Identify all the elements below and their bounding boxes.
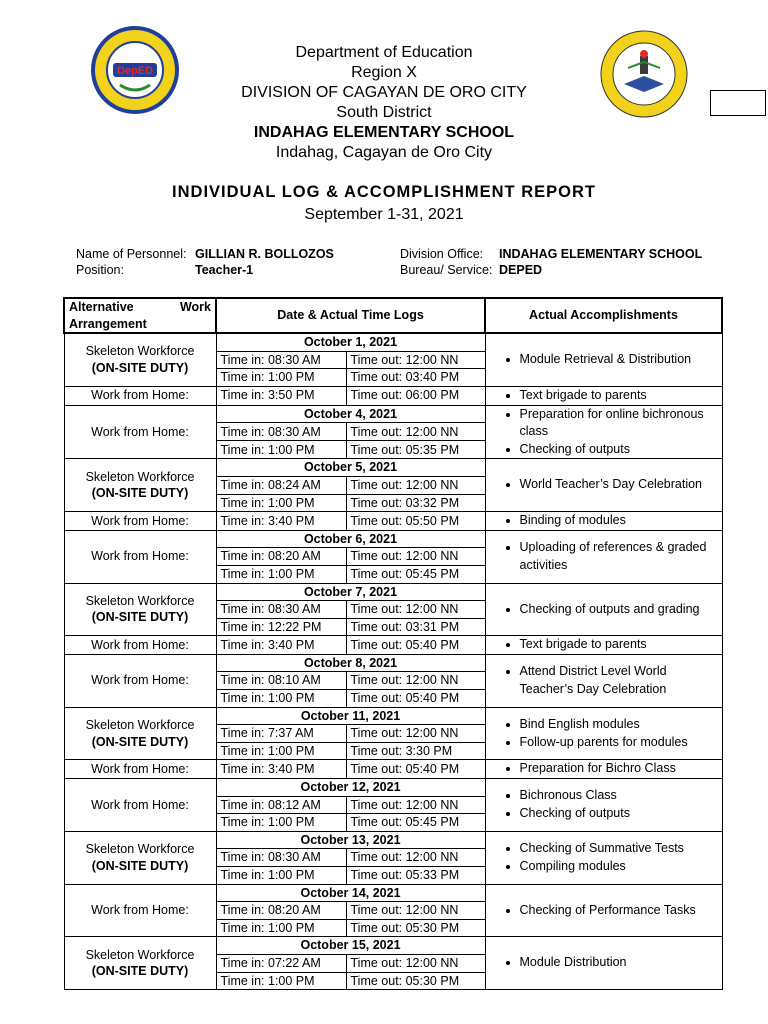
time-out: Time out: 12:00 NN <box>346 954 485 972</box>
arrangement-type: Skeleton Workforce <box>85 593 195 608</box>
arrangement-type: Work from Home: <box>91 673 189 688</box>
log-date: October 7, 2021 <box>216 583 485 601</box>
accomplishments-cell <box>485 760 722 779</box>
bureau-label: Bureau/ Service: <box>400 263 493 277</box>
time-in: Time in: 08:20 AM <box>216 902 346 920</box>
accomplishments-list <box>490 840 718 875</box>
time-out: Time out: 05:40 PM <box>346 760 485 779</box>
accomplishments-cell <box>485 530 722 583</box>
time-in: Time in: 08:30 AM <box>216 423 346 441</box>
table-header-row <box>64 298 722 333</box>
accomplishment-item: • Checking of outputs and grading <box>520 601 718 619</box>
arrangement-cell <box>64 512 216 531</box>
accomplishments-cell <box>485 937 722 990</box>
time-in: Time in: 08:10 AM <box>216 672 346 690</box>
division-line: DIVISION OF CAGAYAN DE ORO CITY <box>241 84 527 101</box>
time-out: Time out: 12:00 NN <box>346 796 485 814</box>
arrangement-type: Skeleton Workforce <box>85 842 195 857</box>
accomplishment-item: • Follow-up parents for modules <box>520 734 718 752</box>
arrangement-type: Work from Home: <box>91 513 189 528</box>
accomplishments-list <box>490 476 718 494</box>
arrangement-duty: (ON-SITE DUTY) <box>91 964 189 979</box>
arrangement-type: Work from Home: <box>91 424 189 439</box>
time-in: Time in: 3:40 PM <box>216 636 346 655</box>
arrangement-type: Work from Home: <box>91 903 189 918</box>
accomplishments-cell <box>485 583 722 636</box>
time-out: Time out: 05:30 PM <box>346 919 485 937</box>
arrangement-cell <box>64 760 216 779</box>
arrangement-type: Skeleton Workforce <box>85 717 195 732</box>
division-value: INDAHAG ELEMENTARY SCHOOL <box>499 247 703 261</box>
accomplishments-list <box>490 636 718 654</box>
accomplishment-item: • Checking of Performance Tasks <box>520 902 718 920</box>
log-date: October 15, 2021 <box>216 937 485 955</box>
arrangement-cell <box>64 405 216 459</box>
log-table <box>63 297 723 990</box>
accomplishments-cell <box>485 884 722 937</box>
accomplishments-list <box>490 351 718 369</box>
accomplishment-item: • Preparation for online bichronous class <box>520 406 718 441</box>
accomplishments-cell <box>485 707 722 760</box>
arrangement-type: Skeleton Workforce <box>85 344 195 359</box>
time-in: Time in: 07:22 AM <box>216 954 346 972</box>
region-line: Region X <box>351 64 417 81</box>
arrangement-type: Work from Home: <box>91 761 189 776</box>
accomplishments-list <box>490 512 718 530</box>
arrangement-cell <box>64 333 216 386</box>
accomplishment-item: • Module Retrieval & Distribution <box>520 351 718 369</box>
table-row <box>64 707 722 725</box>
time-in: Time in: 08:30 AM <box>216 601 346 619</box>
header-timelogs: Date & Actual Time Logs <box>216 298 485 333</box>
time-in: Time in: 1:00 PM <box>216 919 346 937</box>
position-value: Teacher-1 <box>195 263 254 277</box>
accomplishment-item: • Bichronous Class <box>520 787 718 805</box>
arrangement-cell <box>64 831 216 884</box>
accomplishment-item: • Uploading of references & graded activities <box>520 539 718 574</box>
time-in: Time in: 3:40 PM <box>216 512 346 531</box>
division-label: Division Office: <box>400 247 484 261</box>
district-line: South District <box>336 104 432 121</box>
accomplishments-list <box>490 954 718 972</box>
arrangement-type: Work from Home: <box>91 797 189 812</box>
accomplishments-list <box>490 760 718 778</box>
time-out: Time out: 3:30 PM <box>346 742 485 760</box>
time-out: Time out: 05:50 PM <box>346 512 485 531</box>
table-row <box>64 636 722 655</box>
table-row <box>64 831 722 849</box>
arrangement-cell <box>64 707 216 760</box>
accomplishments-cell <box>485 405 722 459</box>
arrangement-type: Work from Home: <box>91 549 189 564</box>
time-out: Time out: 12:00 NN <box>346 849 485 867</box>
accomplishments-cell <box>485 333 722 386</box>
arrangement-cell <box>64 386 216 405</box>
time-out: Time out: 06:00 PM <box>346 386 485 405</box>
accomplishments-cell <box>485 779 722 832</box>
log-date: October 14, 2021 <box>216 884 485 902</box>
arrangement-duty: (ON-SITE DUTY) <box>91 361 189 376</box>
accomplishments-cell <box>485 512 722 531</box>
table-row <box>64 583 722 601</box>
accomplishments-cell <box>485 386 722 405</box>
arrangement-cell <box>64 937 216 990</box>
log-date: October 4, 2021 <box>216 405 485 423</box>
table-row <box>64 512 722 531</box>
arrangement-duty: (ON-SITE DUTY) <box>91 858 189 873</box>
accomplishments-list <box>490 663 718 698</box>
time-in: Time in: 08:30 AM <box>216 849 346 867</box>
table-row <box>64 459 722 477</box>
svg-text:DepED: DepED <box>116 65 154 77</box>
school-address: Indahag, Cagayan de Oro City <box>275 144 493 161</box>
time-out: Time out: 12:00 NN <box>346 351 485 369</box>
accomplishment-item: • Bind English modules <box>520 716 718 734</box>
letterhead <box>0 43 768 163</box>
accomplishments-cell <box>485 459 722 512</box>
log-date: October 8, 2021 <box>216 654 485 672</box>
bureau-value: DEPED <box>499 263 543 277</box>
time-out: Time out: 12:00 NN <box>346 548 485 566</box>
time-out: Time out: 05:45 PM <box>346 565 485 583</box>
time-in: Time in: 08:24 AM <box>216 476 346 494</box>
accomplishment-item: • Binding of modules <box>520 512 718 530</box>
name-value: GILLIAN R. BOLLOZOS <box>195 247 334 261</box>
accomplishment-item: • Module Distribution <box>520 954 718 972</box>
arrangement-cell <box>64 636 216 655</box>
name-label: Name of Personnel: <box>76 247 187 261</box>
accomplishment-item: • Compiling modules <box>520 858 718 876</box>
accomplishment-item: • Checking of outputs <box>520 441 718 459</box>
accomplishment-item: • Text brigade to parents <box>520 387 718 405</box>
time-out: Time out: 12:00 NN <box>346 725 485 743</box>
accomplishments-list <box>490 539 718 574</box>
log-date: October 1, 2021 <box>216 333 485 351</box>
accomplishment-item: • Text brigade to parents <box>520 636 718 654</box>
table-row <box>64 937 722 955</box>
time-out: Time out: 05:40 PM <box>346 636 485 655</box>
table-row <box>64 760 722 779</box>
arrangement-type: Skeleton Workforce <box>85 469 195 484</box>
accomplishments-list <box>490 387 718 405</box>
table-row <box>64 884 722 902</box>
arrangement-cell <box>64 884 216 937</box>
arrangement-cell <box>64 459 216 512</box>
arrangement-cell <box>64 530 216 583</box>
accomplishment-item: • Preparation for Bichro Class <box>520 760 718 778</box>
time-in: Time in: 1:00 PM <box>216 369 346 387</box>
log-date: October 6, 2021 <box>216 530 485 548</box>
table-row <box>64 333 722 351</box>
time-in: Time in: 1:00 PM <box>216 565 346 583</box>
arrangement-cell <box>64 654 216 707</box>
department-line: Department of Education <box>295 44 473 61</box>
accomplishments-list <box>490 601 718 619</box>
accomplishment-item: • Checking of outputs <box>520 805 718 823</box>
accomplishments-list <box>490 787 718 822</box>
log-date: October 12, 2021 <box>216 779 485 797</box>
table-row <box>64 654 722 672</box>
header-arrangement: Alternative Work Arrangement <box>64 298 216 333</box>
time-in: Time in: 12:22 PM <box>216 618 346 636</box>
time-in: Time in: 1:00 PM <box>216 814 346 832</box>
accomplishments-list <box>490 716 718 751</box>
accomplishments-cell <box>485 654 722 707</box>
log-date: October 13, 2021 <box>216 831 485 849</box>
time-in: Time in: 1:00 PM <box>216 690 346 708</box>
table-row <box>64 405 722 423</box>
accomplishments-list <box>490 406 718 459</box>
time-out: Time out: 05:33 PM <box>346 867 485 885</box>
accomplishment-item: • Checking of Summative Tests <box>520 840 718 858</box>
log-date: October 5, 2021 <box>216 459 485 477</box>
arrangement-type: Work from Home: <box>91 388 189 403</box>
time-in: Time in: 7:37 AM <box>216 725 346 743</box>
time-out: Time out: 12:00 NN <box>346 423 485 441</box>
time-out: Time out: 12:00 NN <box>346 476 485 494</box>
accomplishments-cell <box>485 636 722 655</box>
time-out: Time out: 03:32 PM <box>346 494 485 512</box>
report-period: September 1-31, 2021 <box>304 206 464 223</box>
time-in: Time in: 1:00 PM <box>216 972 346 990</box>
time-out: Time out: 03:31 PM <box>346 618 485 636</box>
arrangement-type: Work from Home: <box>91 637 189 652</box>
position-label: Position: <box>76 263 124 277</box>
arrangement-duty: (ON-SITE DUTY) <box>91 486 189 501</box>
log-date: October 11, 2021 <box>216 707 485 725</box>
time-out: Time out: 05:40 PM <box>346 690 485 708</box>
report-title: INDIVIDUAL LOG & ACCOMPLISHMENT REPORT <box>172 183 596 201</box>
time-out: Time out: 05:45 PM <box>346 814 485 832</box>
time-in: Time in: 08:12 AM <box>216 796 346 814</box>
arrangement-duty: (ON-SITE DUTY) <box>91 734 189 749</box>
arrangement-type: Skeleton Workforce <box>85 947 195 962</box>
time-in: Time in: 1:00 PM <box>216 441 346 459</box>
time-out: Time out: 03:40 PM <box>346 369 485 387</box>
log-table-body <box>64 333 722 989</box>
time-out: Time out: 12:00 NN <box>346 601 485 619</box>
time-in: Time in: 3:50 PM <box>216 386 346 405</box>
table-row <box>64 386 722 405</box>
time-in: Time in: 1:00 PM <box>216 494 346 512</box>
time-in: Time in: 08:30 AM <box>216 351 346 369</box>
arrangement-cell <box>64 779 216 832</box>
time-out: Time out: 05:30 PM <box>346 972 485 990</box>
table-row <box>64 779 722 797</box>
accomplishment-item: • World Teacher’s Day Celebration <box>520 476 718 494</box>
arrangement-duty: (ON-SITE DUTY) <box>91 610 189 625</box>
time-in: Time in: 1:00 PM <box>216 742 346 760</box>
table-row <box>64 530 722 548</box>
time-out: Time out: 05:35 PM <box>346 441 485 459</box>
time-out: Time out: 12:00 NN <box>346 672 485 690</box>
school-name: INDAHAG ELEMENTARY SCHOOL <box>253 124 515 141</box>
time-in: Time in: 3:40 PM <box>216 760 346 779</box>
accomplishments-cell <box>485 831 722 884</box>
time-in: Time in: 1:00 PM <box>216 867 346 885</box>
accomplishments-list <box>490 902 718 920</box>
arrangement-cell <box>64 583 216 636</box>
accomplishment-item: • Attend District Level World Teacher’s Day Celebration <box>520 663 718 698</box>
header-accomplishments: Actual Accomplishments <box>485 298 722 333</box>
time-in: Time in: 08:20 AM <box>216 548 346 566</box>
time-out: Time out: 12:00 NN <box>346 902 485 920</box>
